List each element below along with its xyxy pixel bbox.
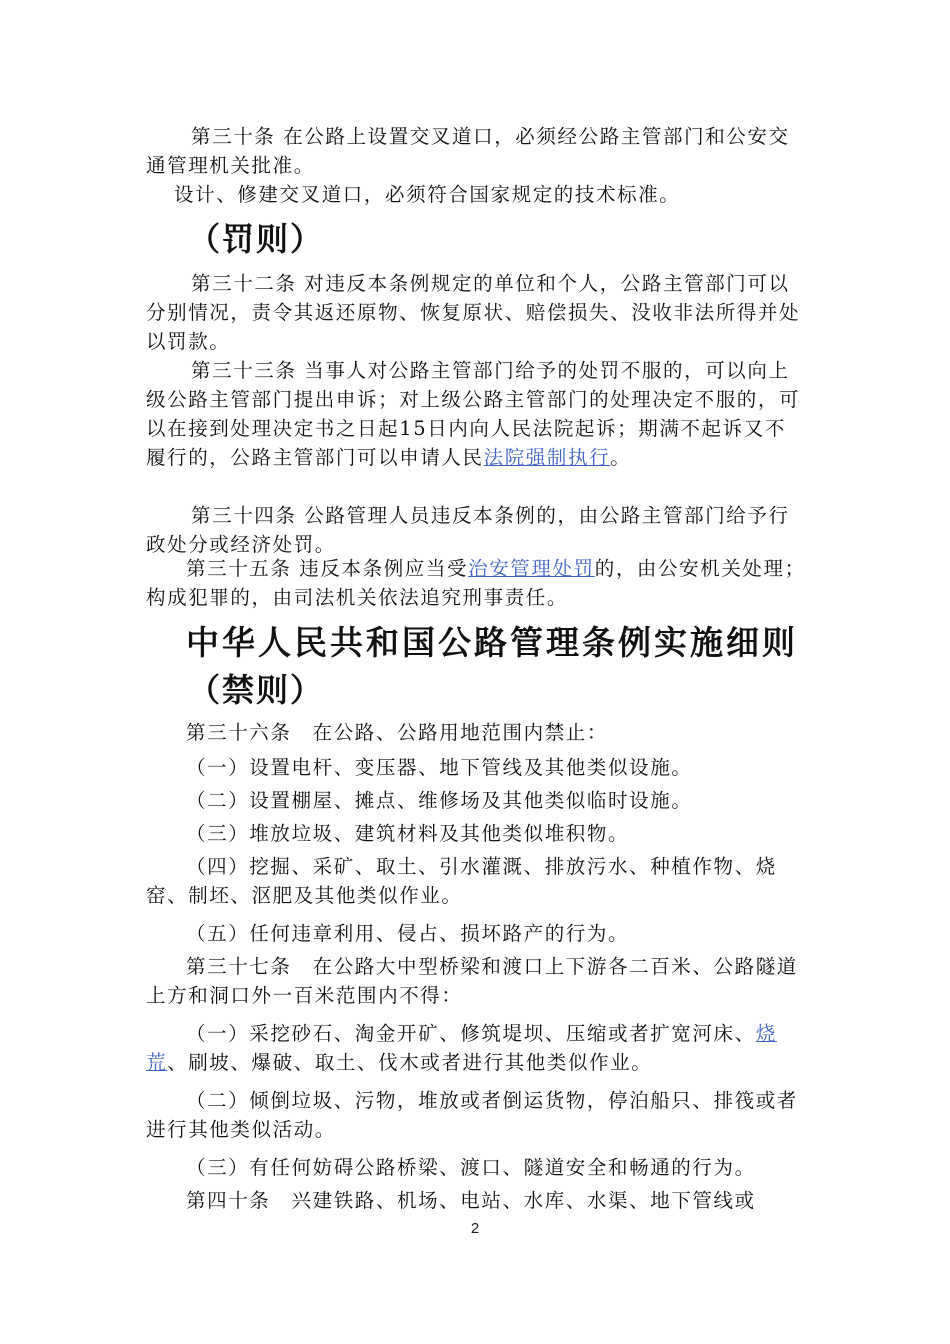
article-37-item-1: （一）采挖砂石、淘金开矿、修筑堤坝、压缩或者扩宽河床、烧荒、刷坡、爆破、取土、伐木或者进行其他类似作业。 xyxy=(146,1022,777,1074)
article-37-item-3: （三）有任何妨碍公路桥梁、渡口、隧道安全和畅通的行为。 xyxy=(186,1156,756,1179)
article-36-item-3: （三）堆放垃圾、建筑材料及其他类似堆积物。 xyxy=(186,822,630,845)
document-title: 中华人民共和国公路管理条例实施细则 xyxy=(186,623,798,662)
article-37-intro: 第三十七条 在公路大中型桥梁和渡口上下游各二百米、公路隧道上方和洞口外一百米范围内不得： xyxy=(146,955,798,1007)
article-36-intro: 第三十六条 在公路、公路用地范围内禁止： xyxy=(186,721,609,744)
link-court-enforcement[interactable]: 法院强制执行 xyxy=(483,446,611,469)
article-34-paragraph: 第三十四条 公路管理人员违反本条例的，由公路主管部门给予行政处分或经济处罚。 xyxy=(146,504,790,556)
article-33-paragraph: 第三十三条 当事人对公路主管部门给予的处罚不服的，可以向上级公路主管部门提出申诉；对上级公路主管部门的处理决定不服的，可以在接到处理决定书之日起15日内向人民法院起诉；期满不起诉又不履行的，公路主管部门可以申请人民法院强制执行。 xyxy=(146,359,801,469)
article-35-paragraph: 第三十五条 违反本条例应当受治安管理处罚的，由公安机关处理；构成犯罪的，由司法机关依法追究刑事责任。 xyxy=(146,557,806,609)
article-36-item-4: （四）挖掘、采矿、取土、引水灌溉、排放污水、种植作物、烧窑、制坯、沤肥及其他类似作业。 xyxy=(146,855,777,907)
article-30-paragraph-2: 设计、修建交叉道口，必须符合国家规定的技术标准。 xyxy=(174,183,681,206)
article-36-item-5: （五）任何违章利用、侵占、损坏路产的行为。 xyxy=(186,922,630,945)
link-public-security-penalty[interactable]: 治安管理处罚 xyxy=(468,557,595,580)
article-30-paragraph-1: 第三十条 在公路上设置交叉道口，必须经公路主管部门和公安交通管理机关批准。 xyxy=(146,125,790,177)
article-36-item-2: （二）设置棚屋、摊点、维修场及其他类似临时设施。 xyxy=(186,789,693,812)
article-36-item-1: （一）设置电杆、变压器、地下管线及其他类似设施。 xyxy=(186,756,693,779)
page-number: 2 xyxy=(470,1220,480,1237)
article-32-paragraph: 第三十二条 对违反本条例规定的单位和个人，公路主管部门可以分别情况，责令其返还原物、恢复原状、赔偿损失、没收非法所得并处以罚款。 xyxy=(146,272,801,353)
article-37-item-2: （二）倾倒垃圾、污物，堆放或者倒运货物，停泊船只、排筏或者进行其他类似活动。 xyxy=(146,1089,798,1141)
article-40-paragraph: 第四十条 兴建铁路、机场、电站、水库、水渠、地下管线或 xyxy=(186,1189,756,1212)
link-burning-wasteland[interactable]: 烧荒 xyxy=(146,1022,777,1074)
heading-penalty: （罚则） xyxy=(188,220,325,258)
heading-prohibition: （禁则） xyxy=(188,671,325,709)
